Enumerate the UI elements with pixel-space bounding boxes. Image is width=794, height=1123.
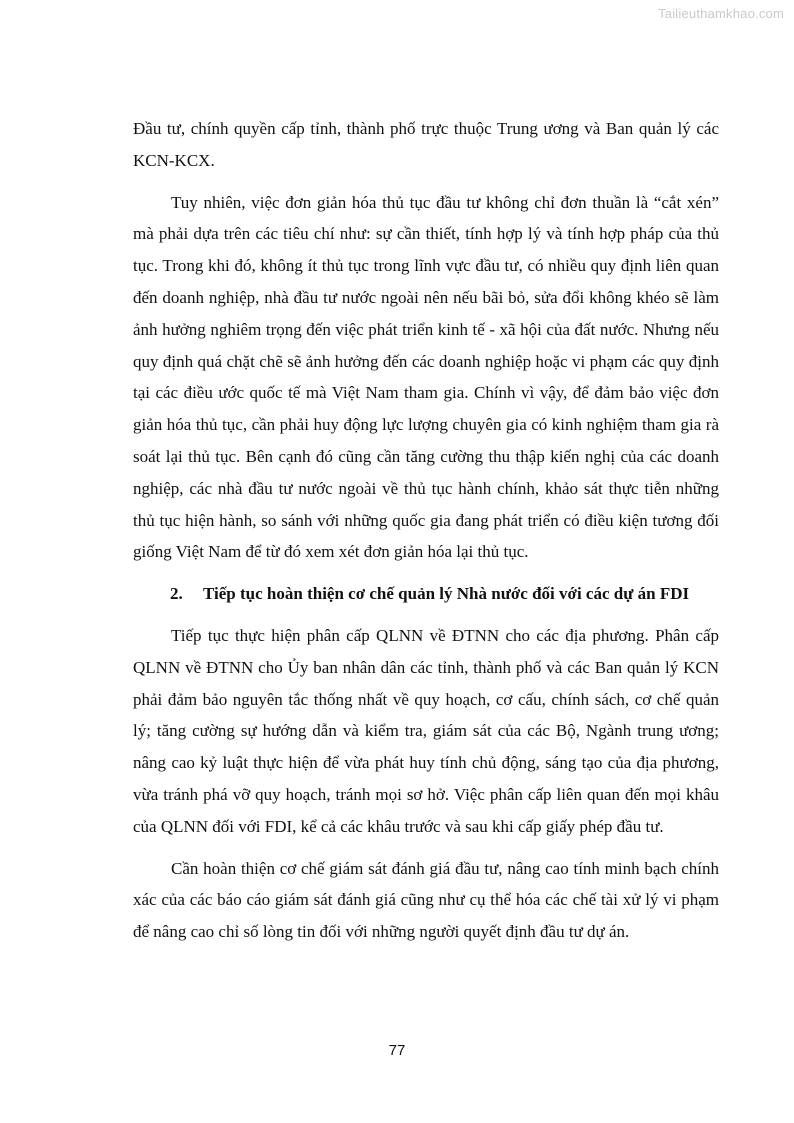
paragraph-continuation: Đầu tư, chính quyền cấp tỉnh, thành phố trực thuộc Trung ương và Ban quản lý các KCN-KCX. — [133, 119, 719, 170]
page-number: 77 — [388, 1042, 406, 1059]
page-body — [133, 113, 719, 948]
paragraph-monitoring: Cần hoàn thiện cơ chế giám sát đánh giá đầu tư, nâng cao tính minh bạch chính xác của các báo cáo giám sát đánh giá cũng như cụ thể hóa các chế tài xử lý vi phạm để nâng cao chỉ số lòng tin đối với những người quyết định đầu tư dự án. — [133, 858, 719, 942]
watermark: Tailieuthamkhao.com — [658, 6, 784, 21]
paragraph-simplification: Tuy nhiên, việc đơn giản hóa thủ tục đầu tư không chỉ đơn thuần là “cắt xén” mà phải dựa trên các tiêu chí như: sự cần thiết, tính hợp lý và tính hợp pháp của thủ tục. Trong khi đó, không ít thủ tục trong lĩnh vực đầu tư, có nhiều quy định liên quan đến doanh nghiệp, nhà đầu tư nước ngoài nên nếu bãi bỏ, sửa đổi không khéo sẽ làm ảnh hưởng nghiêm trọng đến việc phát triển kinh tế - xã hội của đất nước. Nhưng nếu quy định quá chặt chẽ sẽ ảnh hưởng đến các doanh nghiệp hoặc vi phạm các quy định tại các điều ước quốc tế mà Việt Nam tham gia. Chính vì vậy, để đảm bảo việc đơn giản hóa thủ tục, cần phải huy động lực lượng chuyên gia có kinh nghiệm tham gia rà soát lại thủ tục. Bên cạnh đó cũng cần tăng cường thu thập kiến nghị của các doanh nghiệp, các nhà đầu tư nước ngoài về thủ tục hành chính, khảo sát thực tiễn những thủ tục hiện hành, so sánh với những quốc gia đang phát triển có điều kiện tương đối giống Việt Nam để từ đó xem xét đơn giản hóa lại thủ tục. — [133, 192, 719, 562]
section-number: 2. — [170, 584, 183, 604]
paragraph-decentralization: Tiếp tục thực hiện phân cấp QLNN về ĐTNN cho các địa phương. Phân cấp QLNN về ĐTNN cho Ủy ban nhân dân các tỉnh, thành phố và các Ban quản lý KCN phải đảm bảo nguyên tắc thống nhất về quy hoạch, cơ cấu, chính sách, cơ chế quản lý; tăng cường sự hướng dẫn và kiểm tra, giám sát của các Bộ, Ngành trung ương; nâng cao kỷ luật thực hiện để vừa phát huy tính chủ động, sáng tạo của địa phương, vừa tránh phá vỡ quy hoạch, tránh mọi sơ hở. Việc phân cấp liên quan đến mọi khâu của QLNN đối với FDI, kể cả các khâu trước và sau khi cấp giấy phép đầu tư. — [133, 625, 719, 836]
section-title: Tiếp tục hoàn thiện cơ chế quản lý Nhà nước đối với các dự án FDI — [203, 584, 690, 604]
section-heading — [133, 578, 719, 610]
